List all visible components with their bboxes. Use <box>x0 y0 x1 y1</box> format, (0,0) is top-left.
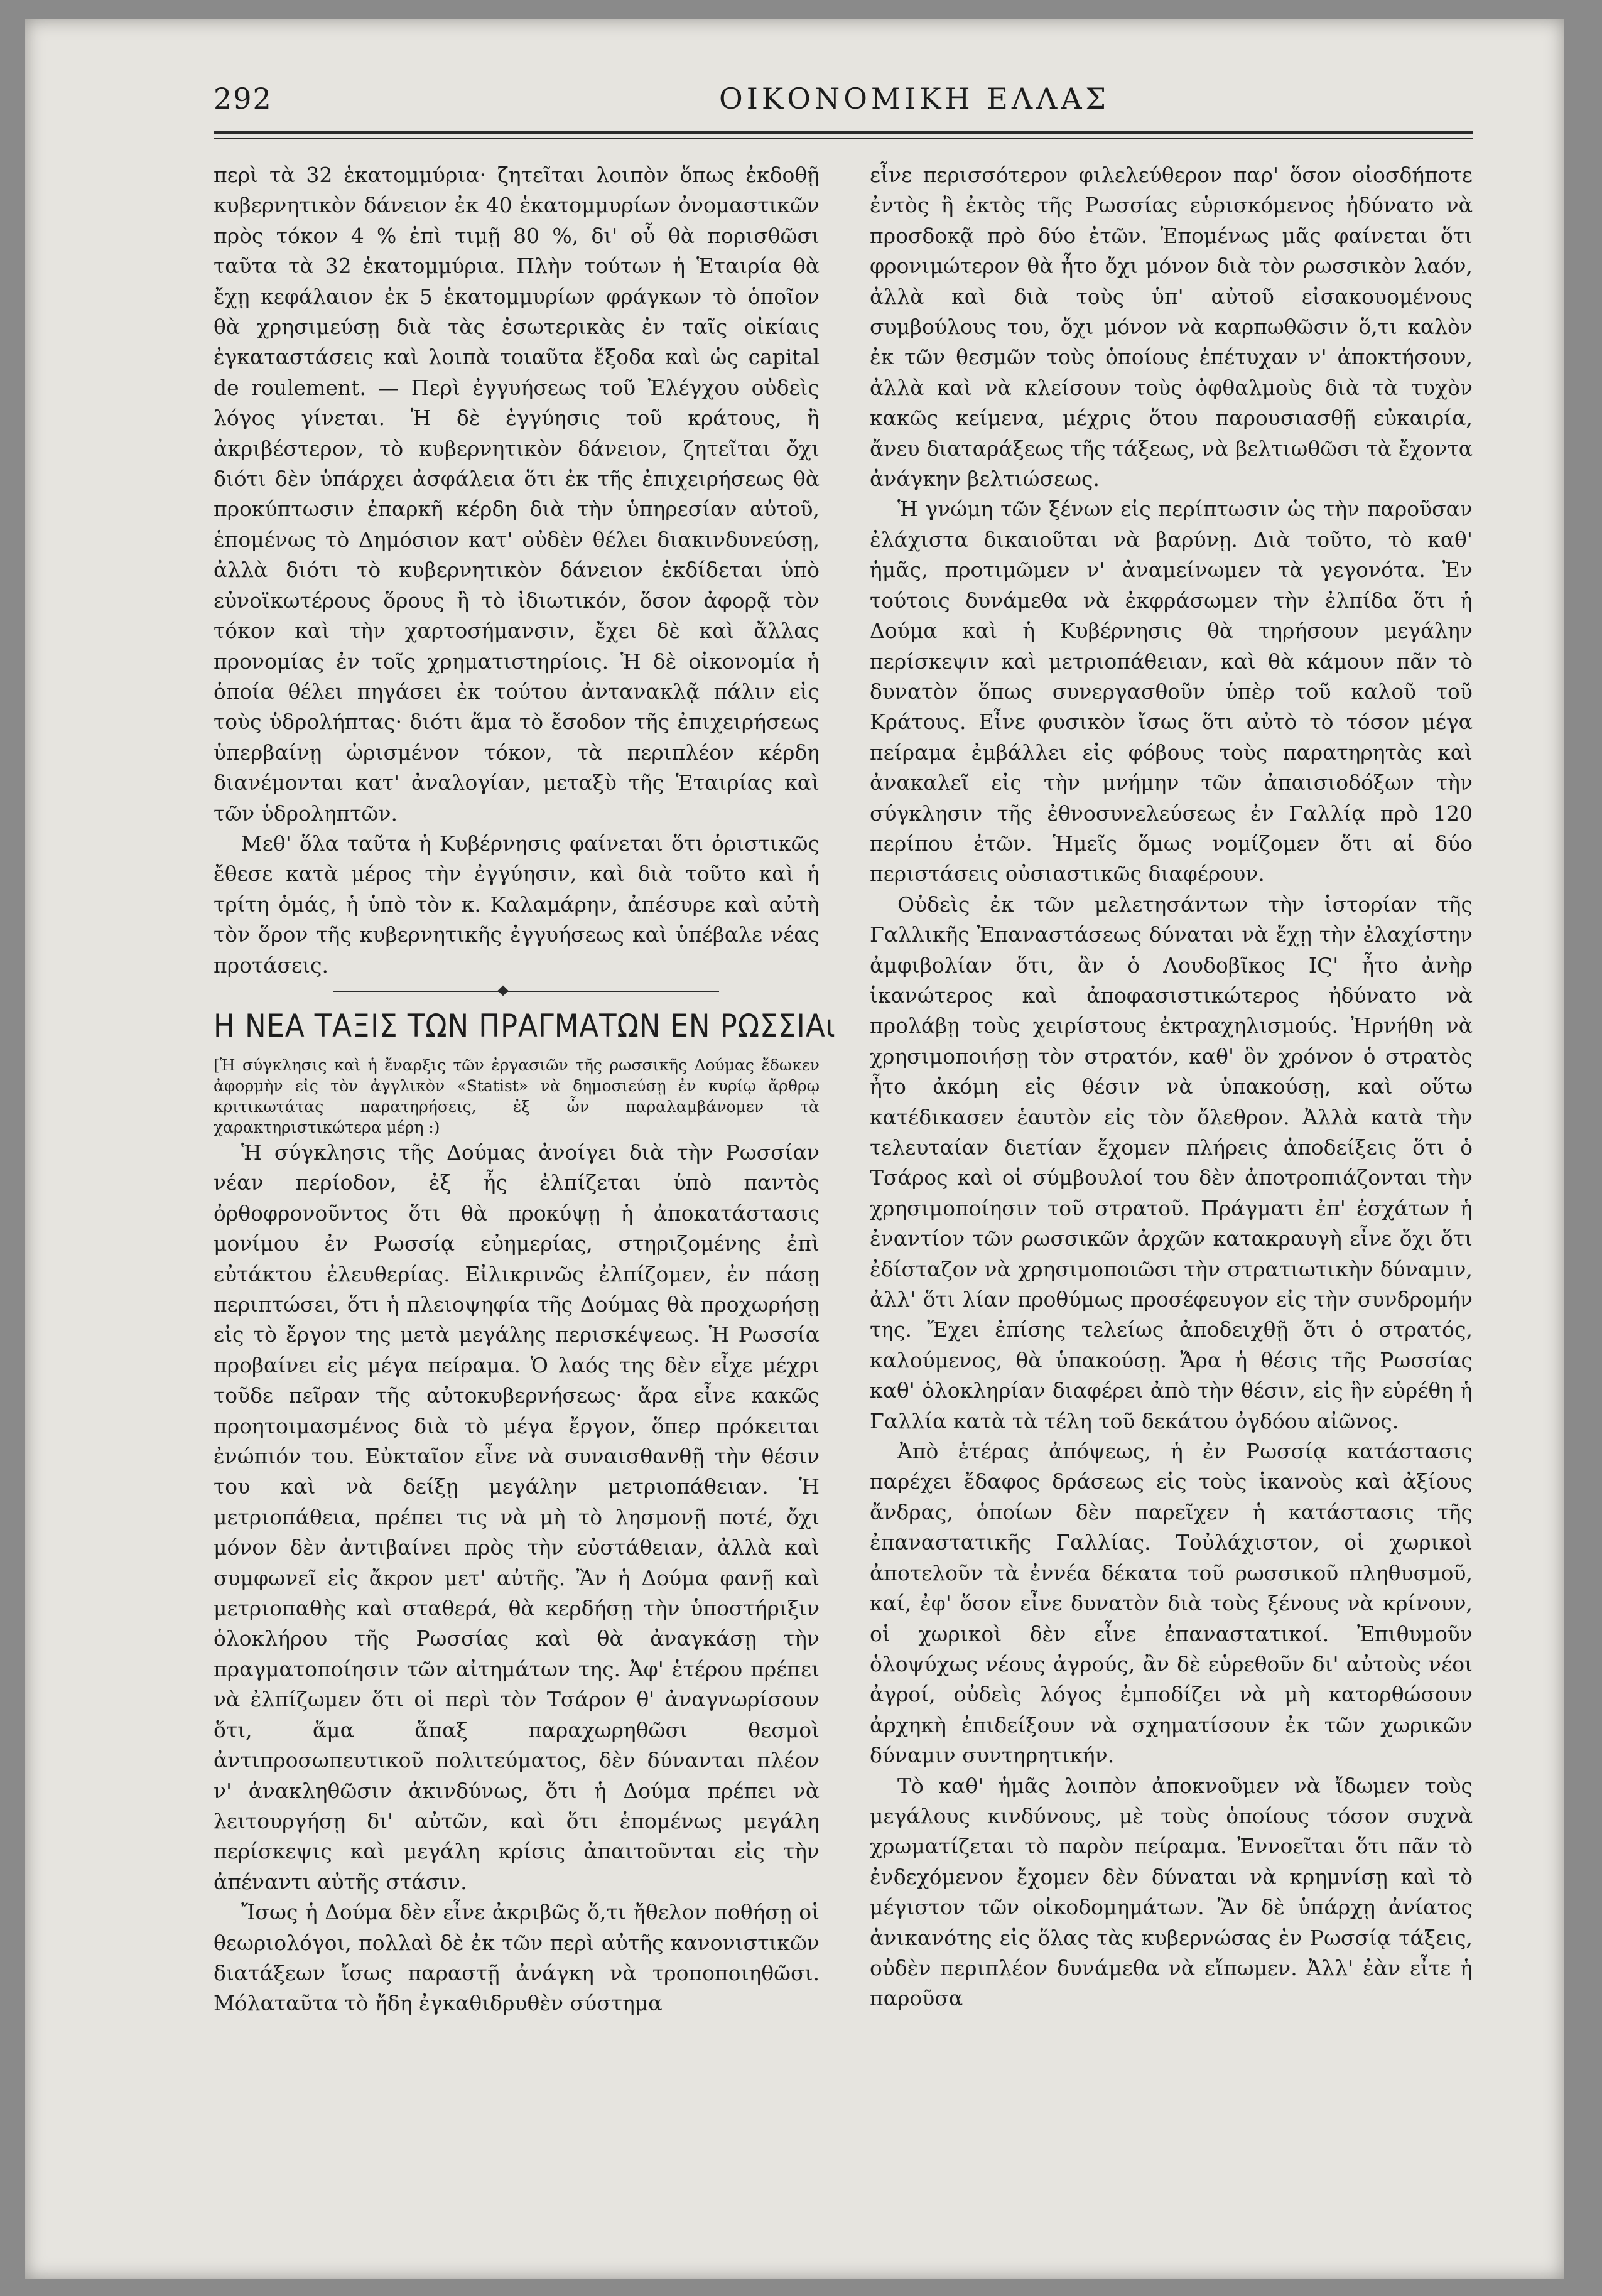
page-number: 292 <box>214 82 273 116</box>
left-column <box>214 160 836 2019</box>
left-paragraph-1: περὶ τὰ 32 ἑκατομμύρια· ζητεῖται λοιπὸν ὅπως ἐκδοθῇ κυβερνητικὸν δάνειον ἐκ 40 ἑκατομμυρίων ὀνομαστικῶν πρὸς τόκον 4 % ἐπὶ τιμῇ 80 %, δι' οὗ θὰ πορισθῶσι ταῦτα τὰ 32 ἑκατομμύρια. Πλὴν τούτων ἡ Ἑταιρία θὰ ἔχῃ κεφάλαιον ἐκ 5 ἑκατομμυρίων φράγκων τὸ ὁποῖον θὰ χρησιμεύσῃ διὰ τὰς ἐσωτερικὰς ἐν ταῖς οἰκίαις ἐγκαταστάσεις καὶ λοιπὰ τοιαῦτα ἔξοδα καὶ ὡς capital de roulement. — Περὶ ἐγγυήσεως τοῦ Ἐλέγχου οὐδεὶς λόγος γίνεται. Ἡ δὲ ἐγγύησις τοῦ κράτους, ἢ ἀκριβέστερον, τὸ κυβερνητικὸν δάνειον, ζητεῖται ὄχι διότι δὲν ὑπάρχει ἀσφάλεια ὅτι ἐκ τῆς ἐπιχειρήσεως θὰ προκύπτωσιν ἐπαρκῆ κέρδη διὰ τὴν ὑπηρεσίαν αὐτοῦ, ἑπομένως τὸ Δημόσιον κατ' οὐδὲν θέλει διακινδυνεύσῃ, ἀλλὰ διότι τὸ κυβερνητικὸν δάνειον ἐκδίδεται ὑπὸ εὐνοϊκωτέρους ὅρους ἢ τὸ ἰδιωτικόν, ὅσον ἀφορᾷ τὸν τόκον καὶ τὴν χαρτοσήμανσιν, ἔχει δὲ καὶ ἄλλας προνομίας ἐν τοῖς χρηματιστηρίοις. Ἡ δὲ οἰκονομία ἡ ὁποία θέλει πηγάσει ἐκ τούτου ἀντανακλᾷ πάλιν εἰς τοὺς ὑδρολήπτας· διότι ἅμα τὸ ἔσοδον τῆς ἐπιχειρήσεως ὑπερβαίνῃ ὡρισμένον τόκον, τὰ περιπλέον κέρδη διανέμονται κατ' ἀναλογίαν, μεταξὺ τῆς Ἑταιρίας καὶ τῶν ὑδροληπτῶν. <box>214 163 820 826</box>
right-paragraph-2: Ἡ γνώμη τῶν ξένων εἰς περίπτωσιν ὡς τὴν παροῦσαν ἐλάχιστα δικαιοῦται νὰ βαρύνῃ. Διὰ τοῦτο, τὸ καθ' ἡμᾶς, προτιμῶμεν ν' ἀναμείνωμεν τὰ γεγονότα. Ἐν τούτοις δυνάμεθα νὰ ἐκφράσωμεν τὴν ἐλπίδα ὅτι ἡ Δούμα καὶ ἡ Κυβέρνησις θὰ τηρήσουν μεγάλην περίσκεψιν καὶ μετριοπάθειαν, καὶ θὰ κάμουν πᾶν τὸ δυνατὸν ὅπως συνεργασθοῦν ὑπὲρ τοῦ καλοῦ τοῦ Κράτους. Εἶνε φυσικὸν ἴσως ὅτι αὐτὸ τὸ τόσον μέγα πείραμα ἐμβάλλει εἰς φόβους τοὺς παρατηρητὰς καὶ ἀνακαλεῖ εἰς τὴν μνήμην τῶν ἀπαισιοδόξων τὴν σύγκλησιν τῆς ἐθνοσυνελεύσεως ἐν Γαλλίᾳ πρὸ 120 περίπου ἐτῶν. Ἡμεῖς ὅμως νομίζομεν ὅτι αἱ δύο περιστάσεις οὐσιαστικῶς διαφέρουν. <box>870 497 1473 887</box>
header-rule-thick <box>214 131 1473 134</box>
left-paragraph-4: Ἴσως ἡ Δούμα δὲν εἶνε ἀκριβῶς ὅ,τι ἤθελον ποθήσῃ οἱ θεωριολόγοι, πολλαὶ δὲ ἐκ τῶν περὶ αὐτῆς κανονιστικῶν διατάξεων ἴσως παραστῇ ἀνάγκη νὰ τροποποιηθῶσι. Μόλαταῦτα τὸ ἤδη ἐγκαθιδρυθὲν σύστημα <box>214 1900 820 2016</box>
section-divider <box>214 987 820 996</box>
editor-note: [Ἡ σύγκλησις καὶ ἡ ἔναρξις τῶν ἐργασιῶν τῆς ρωσσικῆς Δούμας ἔδωκεν ἀφορμὴν εἰς τὸν ἀγγλικὸν «Statist» νὰ δημοσιεύσῃ ἐν κυρίῳ ἄρθρῳ κριτικωτάτας παρατηρήσεις, ἐξ ὧν παραλαμβάνομεν τὰ χαρακτηριστικώτερα μέρη :) <box>214 1055 820 1136</box>
right-paragraph-5: Τὸ καθ' ἡμᾶς λοιπὸν ἀποκνοῦμεν νὰ ἴδωμεν τοὺς μεγάλους κινδύνους, μὲ τοὺς ὁποίους τόσον συχνὰ χρωματίζεται τὸ παρὸν πείραμα. Ἐννοεῖται ὅτι πᾶν τὸ ἐνδεχόμενον ἔχομεν δὲν δύναται νὰ κρημνίσῃ καὶ τὸ μέγιστον τῶν οἰκοδομημάτων. Ἂν δὲ ὑπάρχῃ ἀνίατος ἀνικανότης εἰς ὅλας τὰς κυβερνώσας ἐν Ρωσσίᾳ τάξεις, οὐδὲν περιπλέον δυνάμεθα νὰ εἴπωμεν. Ἀλλ' ἐὰν εἶτε ἡ παροῦσα <box>870 1773 1473 2011</box>
left-paragraph-3: Ἡ σύγκλησις τῆς Δούμας ἀνοίγει διὰ τὴν Ρωσσίαν νέαν περίοδον, ἐξ ἧς ἐλπίζεται ὑπὸ παντὸς ὀρθοφρονοῦντος ὅτι θὰ προκύψῃ ἡ ἀποκατάστασις μονίμου ἐν Ρωσσίᾳ εὐημερίας, στηριζομένης ἐπὶ εὐτάκτου ἐλευθερίας. Εἰλικρινῶς ἐλπίζομεν, ἐν πάσῃ περιπτώσει, ὅτι ἡ πλειοψηφία τῆς Δούμας θὰ προχωρήσῃ εἰς τὸ ἔργον της μετὰ μεγάλης περισκέψεως. Ἡ Ρωσσία προβαίνει εἰς μέγα πείραμα. Ὁ λαός της δὲν εἶχε μέχρι τοῦδε πεῖραν τῆς αὐτοκυβερνήσεως· ἄρα εἶνε κακῶς προητοιμασμένος διὰ τὸ μέγα ἔργον, ὅπερ πρόκειται ἐνώπιόν του. Εὐκταῖον εἶνε νὰ συναισθανθῇ τὴν θέσιν του καὶ νὰ δείξῃ μεγάλην μετριοπάθειαν. Ἡ μετριοπάθεια, πρέπει τις νὰ μὴ τὸ λησμονῇ ποτέ, ὄχι μόνον δὲν ἀντιβαίνει πρὸς τὴν εὐστάθειαν, ἀλλὰ καὶ συμφωνεῖ εἰς ἄκρον μετ' αὐτῆς. Ἂν ἡ Δούμα φανῇ καὶ μετριοπαθὴς καὶ σταθερά, θὰ κερδήσῃ τὴν ὑποστήριξιν ὁλοκλήρου τῆς Ρωσσίας καὶ θὰ ἀναγκάσῃ τὴν πραγματοποίησιν τῶν αἰτημάτων της. Ἀφ' ἑτέρου πρέπει νὰ ἐλπίζωμεν ὅτι οἱ περὶ τὸν Τσάρον θ' ἀναγνωρίσουν ὅτι, ἅμα ἅπαξ παραχωρηθῶσι θεσμοὶ ἀντιπροσωπευτικοῦ πολιτεύματος, δὲν δύνανται πλέον ν' ἀνακληθῶσιν ἀκινδύνως, ὅτι ἡ Δούμα πρέπει νὰ λειτουργήσῃ δι' αὐτῶν, καὶ ὅτι ἑπομένως μεγάλη περίσκεψις καὶ μεγάλη κρίσις ἀπαιτοῦνται εἰς τὴν ἀπέναντι αὐτῆς στάσιν. <box>214 1140 820 1894</box>
article-title: Η ΝΕΑ ΤΑΞΙΣ ΤΩΝ ΠΡΑΓΜΑΤΩΝ ΕΝ ΡΩΣΣΙΑι <box>214 1007 836 1044</box>
journal-title: ΟΙΚΟΝΟΜΙΚΗ ΕΛΛΑΣ <box>719 82 1110 116</box>
right-paragraph-3: Οὐδεὶς ἐκ τῶν μελετησάντων τὴν ἱστορίαν τῆς Γαλλικῆς Ἐπαναστάσεως δύναται νὰ ἔχῃ τὴν ἐλαχίστην ἀμφιβολίαν ὅτι, ἂν ὁ Λουδοβῖκος ΙϚ' ἦτο ἀνὴρ ἱκανώτερος καὶ ἀποφασιστικώτερος ἠδύνατο νὰ προλάβῃ τοὺς χειρίστους ἐκτραχηλισμούς. Ἠρνήθη νὰ χρησιμοποιήσῃ τὸν στρατόν, καθ' ὃν χρόνον ὁ στρατὸς ἦτο ἀκόμη εἰς θέσιν νὰ ὑπακούσῃ, καὶ οὕτω κατέδικασεν ἑαυτὸν εἰς τὸν ὄλεθρον. Ἀλλὰ κατὰ τὴν τελευταίαν διετίαν ἔχομεν πλήρεις ἀποδείξεις ὅτι ὁ Τσάρος καὶ οἱ σύμβουλοί του δὲν ἀποτροπιάζονται τὴν χρησιμοποίησιν τοῦ στρατοῦ. Πράγματι ἐπ' ἐσχάτων ἡ ἐναντίον τῶν ρωσσικῶν ἀρχῶν κατακραυγὴ εἶνε ὄχι ὅτι ἐδίσταζον νὰ χρησιμοποιῶσι τὴν στρατιωτικὴν δύναμιν, ἀλλ' ὅτι λίαν προθύμως προσέφευγον εἰς τὴν συνδρομήν της. Ἔχει ἐπίσης τελείως ἀποδειχθῇ ὅτι ὁ στρατός, καλούμενος, θὰ ὑπακούσῃ. Ἄρα ἡ θέσις τῆς Ρωσσίας καθ' ὁλοκληρίαν διαφέρει ἀπὸ τὴν θέσιν, εἰς ἣν εὑρέθη ἡ Γαλλία κατὰ τὰ τέλη τοῦ δεκάτου ὀγδόου αἰῶνος. <box>870 892 1473 1433</box>
divider-line <box>333 991 719 992</box>
page-header <box>214 82 1473 132</box>
divider-ornament <box>498 985 509 996</box>
right-paragraph-4: Ἀπὸ ἑτέρας ἀπόψεως, ἡ ἐν Ρωσσίᾳ κατάστασις παρέχει ἔδαφος δράσεως εἰς τοὺς ἱκανοὺς καὶ ἀξίους ἄνδρας, ὁποίων δὲν παρεῖχεν ἡ κατάστασις τῆς ἐπαναστατικῆς Γαλλίας. Τοὐλάχιστον, οἱ χωρικοὶ ἀποτελοῦν τὰ ἐννέα δέκατα τοῦ ρωσσικοῦ πληθυσμοῦ, καί, ἐφ' ὅσον εἶνε δυνατὸν διὰ τοὺς ξένους νὰ κρίνουν, οἱ χωρικοὶ δὲν εἶνε ἐπαναστατικοί. Ἐπιθυμοῦν ὁλοψύχως νέους ἀγρούς, ἂν δὲ εὑρεθοῦν δι' αὐτοὺς νέοι ἀγροί, οὐδεὶς λόγος ἐμποδίζει νὰ μὴ κατορθώσουν ἀρχηκὴ ἐπιδείξουν νὰ σχηματίσουν ἐκ τῶν χωρικῶν δύναμιν συντηρητικήν. <box>870 1439 1473 1768</box>
right-paragraph-1: εἶνε περισσότερον φιλελεύθερον παρ' ὅσον οἰοσδήποτε ἐντὸς ἢ ἐκτὸς τῆς Ρωσσίας εὑρισκόμενος ἠδύνατο νὰ προσδοκᾷ πρὸ δύο ἐτῶν. Ἑπομένως μᾶς φαίνεται ὅτι φρονιμώτερον θὰ ἦτο ὄχι μόνον διὰ τὸν ρωσσικὸν λαόν, ἀλλὰ καὶ διὰ τοὺς ὑπ' αὐτοῦ εἰσακουομένους συμβούλους του, ὄχι μόνον νὰ καρπωθῶσιν ὅ,τι καλὸν ἐκ τῶν θεσμῶν τοὺς ὁποίους ἐπέτυχαν ν' ἀποκτήσουν, ἀλλὰ καὶ νὰ κλείσουν τοὺς ὀφθαλμοὺς διὰ τὰ τυχὸν κακῶς κείμενα, μέχρις ὅτου παρουσιασθῇ εὐκαιρία, ἄνευ διαταράξεως τῆς τάξεως, νὰ βελτιωθῶσι τὰ ἔχοντα ἀνάγκην βελτιώσεως. <box>870 163 1473 492</box>
header-rule-thin <box>214 138 1473 139</box>
left-paragraph-2: Μεθ' ὅλα ταῦτα ἡ Κυβέρνησις φαίνεται ὅτι ὁριστικῶς ἔθεσε κατὰ μέρος τὴν ἐγγύησιν, καὶ διὰ τοῦτο καὶ ἡ τρίτη ὁμάς, ἡ ὑπὸ τὸν κ. Καλαμάρην, ἀπέσυρε καὶ αὐτὴ τὸν ὅρον τῆς κυβερνητικῆς ἐγγυήσεως καὶ ὑπέβαλε νέας προτάσεις. <box>214 831 820 978</box>
right-column <box>870 160 1473 2014</box>
